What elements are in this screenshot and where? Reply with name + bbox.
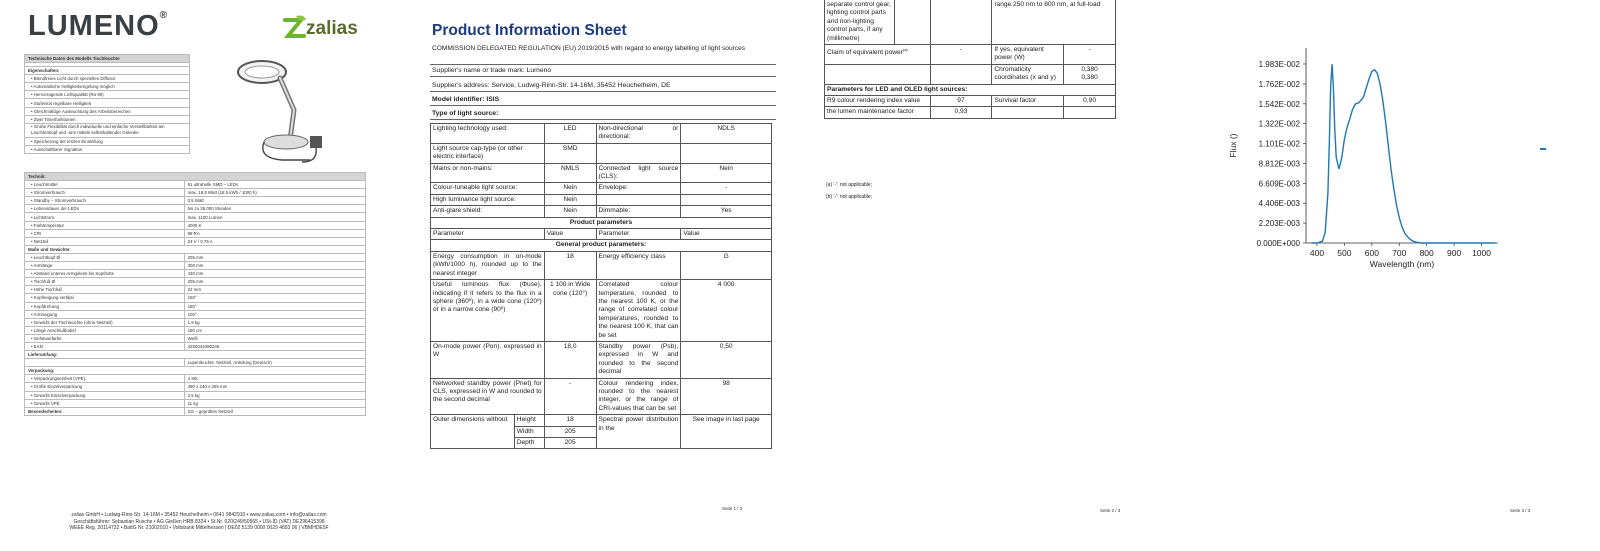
spectrum-chart-page bbox=[1222, 0, 1600, 551]
spec-value: 91 ultrahelle SMD – LEDs bbox=[184, 181, 365, 189]
param-value: NMLS bbox=[544, 163, 596, 183]
spec-label: • Größe Einzelverpackung bbox=[25, 383, 185, 391]
column-header: Value bbox=[544, 229, 596, 240]
y-axis-label: Flux () bbox=[1228, 133, 1238, 158]
spec-label: • Kopfneigung vertikal bbox=[25, 294, 185, 302]
feature-item: • Hervorragende Lichtqualität (Ra 98) bbox=[25, 91, 190, 99]
spec-value: 300 mm bbox=[184, 262, 365, 270]
param-label: separate control gear, lighting control parts and non-lighting control parts, if any (millimetre) bbox=[825, 0, 895, 45]
spec-label: • Gewicht VPE bbox=[25, 399, 185, 407]
spec-label: • Stromverbrauch bbox=[25, 189, 185, 197]
y-tick-label: 4.406E-003 bbox=[1258, 199, 1300, 209]
param-value: 205 bbox=[544, 438, 596, 449]
spec-label: • CRI bbox=[25, 229, 185, 237]
spec-label: • Gehäusefarbe bbox=[25, 334, 185, 342]
param-value: See image in last page bbox=[681, 415, 772, 449]
spec-label: • Höhe Tischfuß bbox=[25, 286, 185, 294]
spec-value: 205 mm bbox=[184, 253, 365, 261]
tech-table bbox=[24, 172, 366, 416]
spec-label: • Abstand unteres Armgelenk bis Kopfmitte bbox=[25, 270, 185, 278]
feature-item: • Automatische Helligkeitsregelung möglich bbox=[25, 83, 190, 91]
param-label: Networked standby power (Pnet) for CLS, expressed in W and rounded to the second decimal bbox=[431, 378, 545, 415]
param-value: LED bbox=[544, 124, 596, 144]
spec-label: • Länge Anschlußkabel bbox=[25, 326, 185, 334]
spec-label: • Armlänge bbox=[25, 262, 185, 270]
param-label: Chromaticity coordinates (x and y) bbox=[992, 64, 1064, 84]
spec-label: • EAN bbox=[25, 342, 185, 350]
page-number: Seite 2 / 3 bbox=[1100, 508, 1121, 513]
pis-table bbox=[430, 123, 772, 449]
x-tick-label: 800 bbox=[1419, 248, 1434, 258]
features-header: Eigenschaften: bbox=[25, 67, 190, 75]
y-tick-label: 6.609E-003 bbox=[1258, 179, 1300, 189]
spec-value: 4 Stk. bbox=[184, 375, 365, 383]
supplier-address: Supplier's address: Service, Ludwig-Rinn-Str. 14-16M, 35452 Heuchelheim, DE bbox=[430, 80, 776, 92]
section-title: Product parameters bbox=[431, 217, 772, 228]
param-label: R9 colour rendering index value bbox=[825, 96, 931, 107]
spec-value: bis zu 35.000 Stunden bbox=[184, 205, 365, 213]
param-label: the lumen maintenance factor bbox=[825, 107, 931, 118]
footer-line: zalias GmbH • Ludwig-Rinn-Str. 14-16M • 35452 Heuchelheim • 0641 9842910 • www.zalias.com • info@zalias.com bbox=[71, 512, 327, 518]
param-label: Energy efficiency class bbox=[596, 251, 681, 279]
feature-item: • Stufenlos regelbare Helligkeit bbox=[25, 99, 190, 107]
param-value: G bbox=[681, 251, 772, 279]
spec-value: 205 mm bbox=[184, 278, 365, 286]
param-value: 0,90 bbox=[1064, 96, 1116, 107]
param-value: Nein bbox=[544, 183, 596, 194]
footnote: (a) '-': not applicable; bbox=[826, 182, 873, 188]
spec-value: max. 18,5 Watt (18,5 kWh / 1000 h) bbox=[184, 189, 365, 197]
param-value: 0,380 bbox=[1064, 64, 1116, 74]
spec-value: 150° bbox=[184, 294, 365, 302]
param-value: 18,0 bbox=[544, 341, 596, 378]
spec-label: • Farbtemperatur bbox=[25, 221, 185, 229]
feature-item: • Zwei Timerfunktionen bbox=[25, 115, 190, 123]
spec-value: 180° bbox=[184, 302, 365, 310]
param-label: Spectral power distribution in the bbox=[596, 415, 681, 449]
y-tick-label: 1.101E-002 bbox=[1258, 139, 1300, 149]
spec-value: 100° bbox=[184, 310, 365, 318]
pack-header: Verpackung: bbox=[25, 367, 366, 375]
spec-value: 22 mm bbox=[184, 286, 365, 294]
spec-label: • Lichtstrom bbox=[25, 213, 185, 221]
param-value: Nein bbox=[681, 163, 772, 183]
footnote-ref: (a) bbox=[902, 47, 908, 53]
feature-item: • Blendfreies Licht durch speziellen Diffusor bbox=[25, 75, 190, 83]
param-value: Yes bbox=[681, 206, 772, 217]
spec-label: • Leuchtkopf Ø bbox=[25, 253, 185, 261]
company-footer bbox=[0, 512, 398, 532]
param-value: 18 bbox=[544, 415, 596, 426]
param-label: Colour-tuneable light source: bbox=[431, 183, 545, 194]
spec-label: • Kopfdrehung bbox=[25, 302, 185, 310]
spec-value: Lupenleuchte, Netzteil, Anleitung (Deutsch) bbox=[184, 359, 365, 367]
x-tick-label: 900 bbox=[1447, 248, 1462, 258]
type-of-light-source: Type of light source: bbox=[430, 108, 776, 120]
param-value: 205 bbox=[544, 426, 596, 437]
param-value: 18 bbox=[544, 251, 596, 279]
column-header: Parameter bbox=[596, 229, 681, 240]
tech-header: Technik: bbox=[25, 173, 366, 181]
param-label: Mains or non-mains: bbox=[431, 163, 545, 183]
regulation-text: COMMISSION DELEGATED REGULATION (EU) 2019/2015 with regard to energy labelling of light sources bbox=[432, 45, 746, 52]
param-label: range 250 nm to 800 nm, at full-load bbox=[992, 0, 1116, 45]
page-title: Product Information Sheet bbox=[432, 22, 627, 39]
spec-value: max. 1100 Lumen bbox=[184, 213, 365, 221]
param-value: - bbox=[1064, 45, 1116, 65]
param-value: SMD bbox=[544, 143, 596, 163]
param-label: Colour rendering index, rounded to the nearest integer, or the range of CRI-values that can be set bbox=[596, 378, 681, 415]
pis-continuation-page bbox=[812, 0, 1132, 551]
param-value: 0,380 bbox=[1064, 74, 1116, 84]
supplier-name: Supplier's name or trade mark: Lumeno bbox=[430, 64, 776, 77]
spec-value: 11 kg bbox=[184, 399, 365, 407]
param-label: Correlated colour temperature, rounded to the nearest 100 K, or the range of correlated colour temperatures, rounded to the nearest 100 K, that can be set bbox=[596, 280, 681, 342]
feature-item: • Große Flexibilität durch individuelle und einfache Verstellbarkeit am Leuchtenkopf und -arm mittels selbsthaltender Gelenke bbox=[25, 123, 190, 137]
x-tick-label: 600 bbox=[1364, 248, 1379, 258]
spec-label: • Verpackungseinheit (VPE) bbox=[25, 375, 185, 383]
spec-value: 4250044360246 bbox=[184, 342, 365, 350]
column-header: Value bbox=[681, 229, 772, 240]
spec-value: Weiß bbox=[184, 334, 365, 342]
spec-value: 1,9 kg bbox=[184, 318, 365, 326]
zalias-leaf-icon bbox=[282, 14, 308, 42]
param-label: Standby power (Psb), expressed in W and rounded to the second decimal bbox=[596, 341, 681, 378]
spec-value: 390 x 240 x 255 mm bbox=[184, 383, 365, 391]
param-value: NDLS bbox=[681, 124, 772, 144]
spec-value: 2,5 kg bbox=[184, 391, 365, 399]
param-label: Outer dimensions without bbox=[431, 415, 515, 449]
feature-item: • Gleichmäßige Ausleuchtung des Arbeitsbereiches bbox=[25, 107, 190, 115]
y-tick-label: 1.542E-002 bbox=[1258, 99, 1300, 109]
y-tick-label: 0.000E+000 bbox=[1256, 239, 1300, 248]
y-tick-label: 2.203E-003 bbox=[1258, 219, 1300, 229]
x-axis-label: Wavelength (nm) bbox=[1369, 259, 1435, 269]
param-label: Energy consumption in on-mode (kWh/1000 h), rounded up to the nearest integer bbox=[431, 251, 545, 279]
param-value: - bbox=[544, 378, 596, 415]
param-label: Connected light source (CLS): bbox=[596, 163, 681, 183]
footer-line: Geschäftsführer: Sebastian Rusche • AG Gießen HRB 8324 • St.Nr. 020/249/50565 • USt-ID (VAT) DE296415398 bbox=[73, 518, 325, 525]
feature-item: • Ausschaltbarer Signalton bbox=[25, 145, 190, 153]
param-value: 0,93 bbox=[930, 107, 992, 118]
column-header: Parameter bbox=[431, 229, 545, 240]
datasheet-page bbox=[0, 0, 398, 551]
model-identifier: Model identifier: ISIS bbox=[430, 94, 776, 106]
x-tick-label: 500 bbox=[1337, 248, 1352, 258]
param-label: Envelope: bbox=[596, 183, 681, 194]
spec-label: • Gewicht der Tischleuchte (ohne Netzteil) bbox=[25, 318, 185, 326]
y-tick-label: 1.983E-002 bbox=[1258, 59, 1300, 69]
notes-header: Besonderheiten: bbox=[25, 407, 185, 415]
spectrum-series-line bbox=[1312, 64, 1496, 243]
x-tick-label: 700 bbox=[1392, 248, 1407, 258]
spec-label: • Netzteil bbox=[25, 237, 185, 245]
spec-label: • Lebensdauer der LEDs bbox=[25, 205, 185, 213]
spec-value: 4000 K bbox=[184, 221, 365, 229]
spec-value: 98 RA bbox=[184, 229, 365, 237]
param-value: Nein bbox=[544, 206, 596, 217]
param-value: 97 bbox=[930, 96, 992, 107]
spec-value: GS – geprüftes Netzteil bbox=[184, 407, 365, 415]
param-value: 98 bbox=[681, 378, 772, 415]
spec-label: • Standby – Stromverbrauch bbox=[25, 197, 185, 205]
spec-label: • Tischfuß Ø bbox=[25, 278, 185, 286]
param-value: 1 100 in Wide cone (120°) bbox=[544, 280, 596, 342]
param-label: Width bbox=[514, 426, 544, 437]
x-tick-label: 1000 bbox=[1472, 248, 1492, 258]
spec-value: 180 cm bbox=[184, 326, 365, 334]
param-value: 0,50 bbox=[681, 341, 772, 378]
param-label: Lighting technology used: bbox=[431, 124, 545, 144]
datasheet-title: Technische Daten des Modells Tischleuchte bbox=[25, 55, 190, 63]
product-information-sheet-page bbox=[398, 0, 798, 551]
param-label: High luminance light source: bbox=[431, 194, 545, 205]
param-label: Non-directional or directional: bbox=[596, 124, 681, 144]
footnote: (b) '-': not applicable; bbox=[826, 194, 873, 200]
lumeno-logo: LUMENO® bbox=[28, 10, 169, 42]
spec-value: 430 mm bbox=[184, 270, 365, 278]
feature-item: • Speicherung der letzten Einstellung bbox=[25, 137, 190, 145]
page-number: Seite 1 / 3 bbox=[722, 506, 743, 511]
x-tick-label: 400 bbox=[1309, 248, 1325, 258]
param-label: Claim of equivalent power bbox=[827, 49, 903, 57]
dims-header: Maße und Gewichte: bbox=[25, 245, 366, 253]
zalias-logo: zalias bbox=[282, 14, 308, 44]
y-tick-label: 1.322E-002 bbox=[1258, 119, 1300, 129]
y-tick-label: 1.762E-002 bbox=[1258, 79, 1300, 89]
param-value: 4 000 bbox=[681, 280, 772, 342]
features-table bbox=[24, 54, 190, 154]
param-label: On-mode power (Pon), expressed in W bbox=[431, 341, 545, 378]
section-title: Parameters for LED and OLED light sources: bbox=[825, 84, 1116, 95]
page-number: Seite 3 / 3 bbox=[1510, 508, 1531, 513]
param-label: Dimmable: bbox=[596, 206, 681, 217]
param-label: Depth bbox=[514, 438, 544, 449]
spec-label: • Gewicht Einzelverpackung bbox=[25, 391, 185, 399]
section-title: General product parameters: bbox=[431, 240, 772, 251]
lamp-illustration bbox=[232, 50, 332, 168]
param-label: Anti-glare shield: bbox=[431, 206, 545, 217]
spec-label: • Leuchtmittel bbox=[25, 181, 185, 189]
param-label: Light source cap-type (or other electric interface) bbox=[431, 143, 545, 163]
param-value: - bbox=[930, 45, 992, 65]
param-label: Survival factor bbox=[992, 96, 1064, 107]
param-value: - bbox=[681, 183, 772, 194]
spec-value: 0,5 Watt bbox=[184, 197, 365, 205]
spec-value: 24 V / 0,75 A bbox=[184, 237, 365, 245]
spectral-power-chart bbox=[1222, 0, 1522, 280]
param-label: If yes, equivalent power (W) bbox=[992, 45, 1064, 65]
scope-header: Lieferumfang: bbox=[25, 351, 366, 359]
spec-label: • Armneigung bbox=[25, 310, 185, 318]
footer-line: WEEE Reg. 20114722 • BattG Nr. 21002010 • Voltsbank Mittelhessen | DE02 5139 0000 0029 4893 06 | VBMHDE5F bbox=[69, 525, 329, 531]
legend-marker bbox=[1540, 148, 1546, 150]
param-value: Nein bbox=[544, 194, 596, 205]
pis-table-continued bbox=[824, 0, 1116, 119]
param-label: Useful luminous flux (Φuse), indicating if it refers to the flux in a sphere (360º), in a wide cone (120º) or in a narrow cone (90º) bbox=[431, 280, 545, 342]
y-tick-label: 8.812E-003 bbox=[1258, 159, 1300, 169]
param-label: Height bbox=[514, 415, 544, 426]
